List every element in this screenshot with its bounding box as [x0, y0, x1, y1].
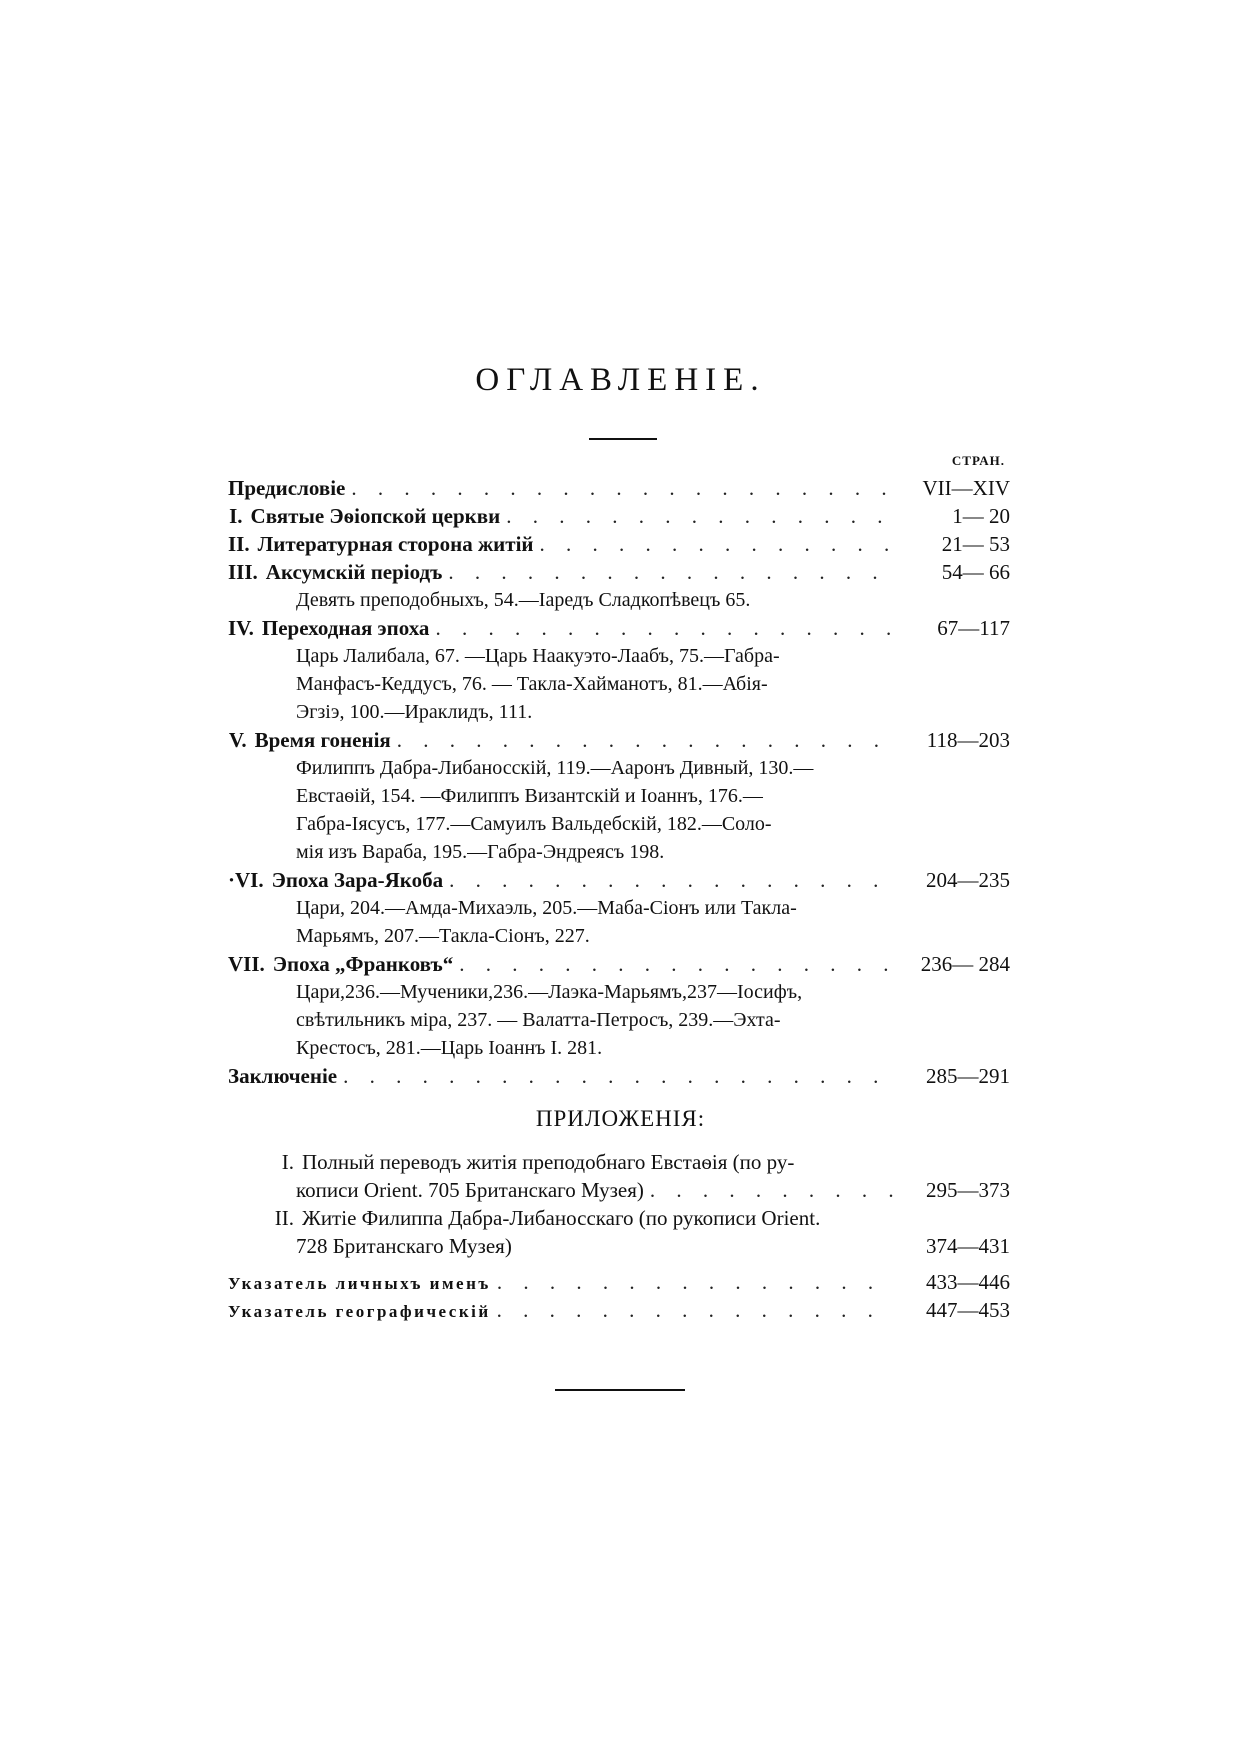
toc-entry-chapter-1 [228, 502, 1010, 530]
appendix-title-continued: кописи Orient. 705 Британскаго Музея) [296, 1178, 644, 1202]
chapter-number: IV. [228, 616, 254, 640]
toc-entry-pages: 21— 53 [941, 532, 1010, 556]
toc-entry-label: Предисловіе [228, 476, 346, 500]
chapter-6-contents: Цари, 204.—Амда-Михаэль, 205.—Маба-Сіонъ или Такла- [296, 897, 797, 919]
index-label: Указатель географическій [228, 1302, 491, 1321]
index-pages: 447—453 [926, 1298, 1010, 1322]
pages-column-header: СТРАН. [951, 453, 1005, 468]
appendix-pages: 295—373 [926, 1178, 1010, 1202]
toc-entry-pages: 1— 20 [952, 504, 1010, 528]
toc-entry-chapter-5 [228, 726, 1010, 754]
toc-entry-label: Время гоненія [254, 728, 391, 752]
appendix-item-2-line2 [296, 1232, 1010, 1260]
chapter-number: ·VI. [228, 868, 264, 892]
chapter-3-contents: Девять преподобныхъ, 54.—Іаредъ Сладкопѣвецъ 65. [296, 589, 751, 611]
toc-entry-label: Эпоха „Франковъ“ [272, 952, 454, 976]
chapter-5-contents: мія изъ Вараба, 195.—Габра-Эндреясъ 198. [296, 841, 665, 863]
title-rule [589, 438, 657, 440]
toc-entry-pages: 67—117 [937, 616, 1010, 640]
chapter-4-contents: Эгзіэ, 100.—Ираклидъ, 111. [296, 701, 533, 723]
toc-entry-label: Эпоха Зара-Якоба [271, 868, 444, 892]
leader-dots [351, 474, 894, 502]
toc-entry-preface [228, 474, 1010, 502]
toc-entry-label: Аксумскій періодъ [265, 560, 443, 584]
index-label: Указатель личныхъ именъ [228, 1274, 491, 1293]
chapter-5-contents: Евстаѳій, 154. —Филиппъ Византскій и Іоаннъ, 176.— [296, 785, 763, 807]
chapter-number: I. [229, 504, 243, 528]
toc-entry-pages: 118—203 [926, 728, 1010, 752]
appendix-pages: 374—431 [926, 1234, 1010, 1258]
leader-dots [397, 726, 894, 754]
index-entry-geography [228, 1296, 1010, 1324]
toc-entry-pages: VII—XIV [922, 476, 1010, 500]
chapter-number: II. [228, 532, 250, 556]
appendix-title-continued: 728 Британскаго Музея) [296, 1234, 512, 1258]
chapter-7-contents: Цари,236.—Мученики,236.—Лаэка-Марьямъ,237—Іосифъ, [296, 981, 803, 1003]
leader-dots [435, 614, 894, 642]
page-title: ОГЛАВЛЕНІЕ. [475, 362, 766, 398]
appendix-number: II. [274, 1206, 294, 1230]
appendix-number: I. [281, 1150, 294, 1174]
appendix-item-1-line2 [296, 1176, 1010, 1204]
toc-entry-pages: 236— 284 [920, 952, 1010, 976]
toc-entry-label: Литературная сторона житій [257, 532, 534, 556]
appendix-title: Житіе Филиппа Дабра-Либаносскаго (по рукописи Orient. [302, 1206, 821, 1230]
toc-entry-chapter-7 [228, 950, 1010, 978]
toc-entry-chapter-4 [228, 614, 1010, 642]
appendix-heading: ПРИЛОЖЕНІЯ: [535, 1106, 706, 1131]
toc-entry-conclusion [228, 1062, 1010, 1090]
toc-entry-pages: 204—235 [926, 868, 1010, 892]
chapter-4-contents: Манфасъ-Кеддусъ, 76. — Такла-Хайманотъ, 81.—Абія- [296, 673, 768, 695]
chapter-6-contents: Марьямъ, 207.—Такла-Сіонъ, 227. [296, 925, 590, 947]
leader-dots [506, 502, 894, 530]
closing-rule [555, 1389, 685, 1391]
chapter-7-contents: свѣтильникъ міра, 237. — Валатта-Петросъ, 239.—Эхта- [296, 1009, 781, 1031]
appendix-item-1-line1 [228, 1148, 1010, 1176]
chapter-7-contents: Крестосъ, 281.—Царь Іоаннъ I. 281. [296, 1037, 603, 1059]
leader-dots [540, 530, 894, 558]
chapter-5-contents: Филиппъ Дабра-Либаносскій, 119.—Ааронъ Дивный, 130.— [296, 757, 814, 779]
toc-entry-chapter-2 [228, 530, 1010, 558]
leader-dots [497, 1296, 894, 1324]
appendix-title: Полный переводъ житія преподобнаго Евстаѳія (по ру- [302, 1150, 795, 1174]
chapter-4-contents: Царь Лалибала, 67. —Царь Наакуэто-Лаабъ, 75.—Габра- [296, 645, 780, 667]
toc-entry-chapter-3 [228, 558, 1010, 586]
toc-entry-label: Святые Эѳіопской церкви [250, 504, 501, 528]
index-entry-names [228, 1268, 1010, 1296]
leader-dots [650, 1176, 894, 1204]
toc-entry-label: Переходная эпоха [261, 616, 430, 640]
leader-dots [459, 950, 894, 978]
chapter-5-contents: Габра-Іясусъ, 177.—Самуилъ Вальдебскій, 182.—Соло- [296, 813, 772, 835]
chapter-number: V. [228, 728, 247, 752]
chapter-number: III. [228, 560, 258, 584]
toc-entry-pages: 285—291 [926, 1064, 1010, 1088]
leader-dots [448, 558, 894, 586]
toc-entry-pages: 54— 66 [941, 560, 1010, 584]
toc-entry-label: Заключеніе [228, 1064, 338, 1088]
index-pages: 433—446 [926, 1270, 1010, 1294]
leader-dots [449, 866, 894, 894]
toc-entry-chapter-6 [228, 866, 1010, 894]
appendix-item-2-line1 [228, 1204, 1010, 1232]
leader-dots [497, 1268, 894, 1296]
leader-dots [343, 1062, 894, 1090]
chapter-number: VII. [228, 952, 265, 976]
